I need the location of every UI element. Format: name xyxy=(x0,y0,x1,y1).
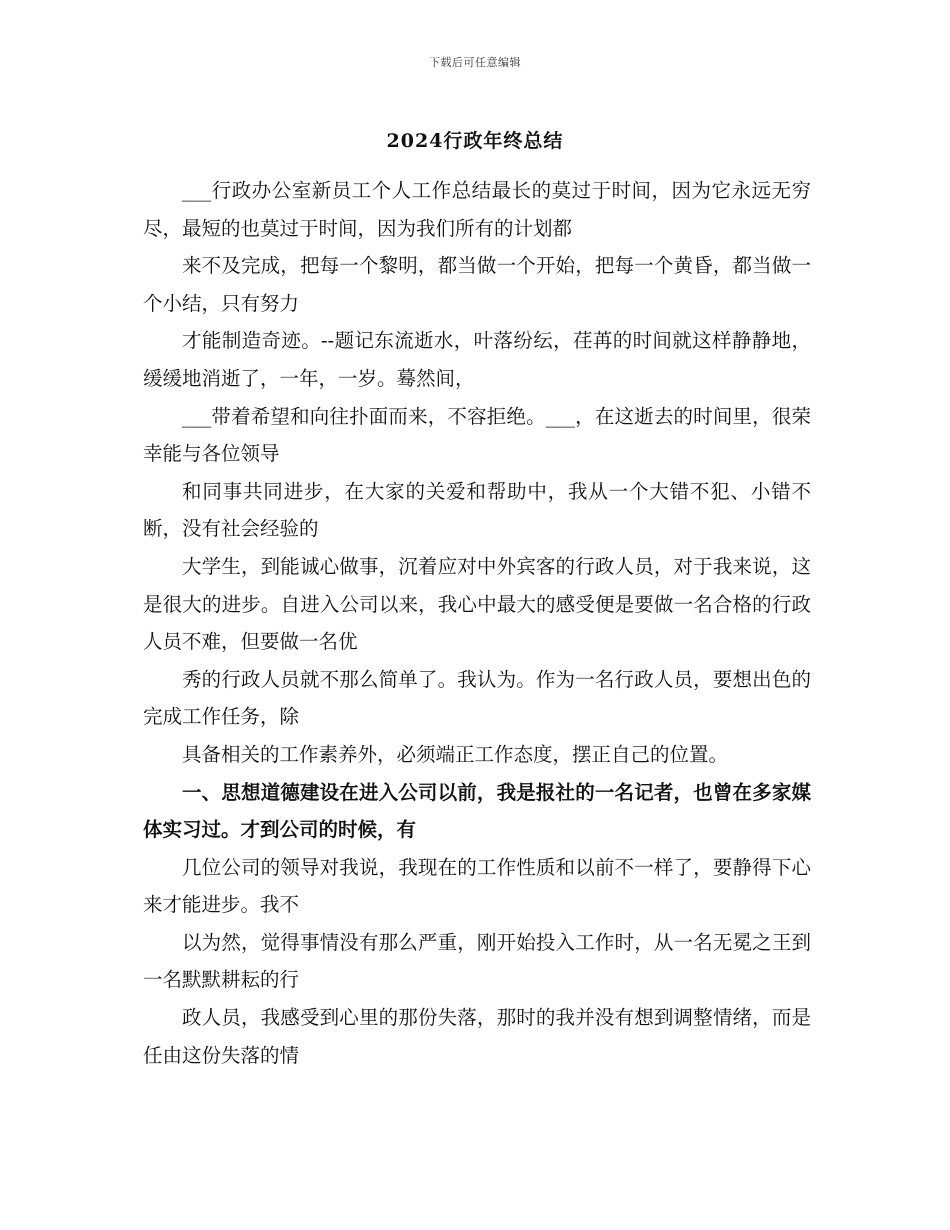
paragraph: 几位公司的领导对我说，我现在的工作性质和以前不一样了，要静得下心来才能进步。我不 xyxy=(143,855,811,917)
paragraph: 秀的行政人员就不那么简单了。我认为。作为一名行政人员，要想出色的完成工作任务，除 xyxy=(143,667,811,729)
paragraph: 政人员，我感受到心里的那份失落，那时的我并没有想到调整情绪，而是任由这份失落的情 xyxy=(143,1006,811,1067)
paragraph: 以为然，觉得事情没有那么严重，刚开始投入工作时，从一名无冕之王到一名默默耕耘的行 xyxy=(143,930,811,992)
header-note: 下载后可任意编辑 xyxy=(429,56,521,69)
section-heading-paragraph: 一、思想道德建设在进入公司以前，我是报社的一名记者，也曾在多家媒体实习过。才到公司的时候，有 xyxy=(143,780,811,842)
paragraph: 和同事共同进步，在大家的关爱和帮助中，我从一个大错不犯、小错不断，没有社会经验的 xyxy=(143,479,811,541)
paragraph: ___行政办公室新员工个人工作总结最长的莫过于时间，因为它永远无穷尽，最短的也莫过于时间，因为我们所有的计划都 xyxy=(143,179,811,240)
paragraph: 才能制造奇迹。--题记东流逝水，叶落纷纭，荏苒的时间就这样静静地，缓缓地消逝了，一年，一岁。蓦然间， xyxy=(143,329,811,390)
paragraph: 具备相关的工作素养外，必须端正工作态度，摆正自己的位置。 xyxy=(182,742,729,766)
paragraph: 大学生，到能诚心做事，沉着应对中外宾客的行政人员，对于我来说，这是很大的进步。自进入公司以来，我心中最大的感受便是要做一名合格的行政人员不难，但要做一名优 xyxy=(143,554,811,654)
paragraph: 来不及完成，把每一个黎明，都当做一个开始，把每一个黄昏，都当做一个小结，只有努力 xyxy=(143,254,811,315)
document-title: 2024行政年终总结 xyxy=(386,130,564,152)
document-body xyxy=(143,172,811,1074)
paragraph: ___带着希望和向往扑面而来，不容拒绝。___，在这逝去的时间里，很荣幸能与各位领导 xyxy=(143,404,811,466)
